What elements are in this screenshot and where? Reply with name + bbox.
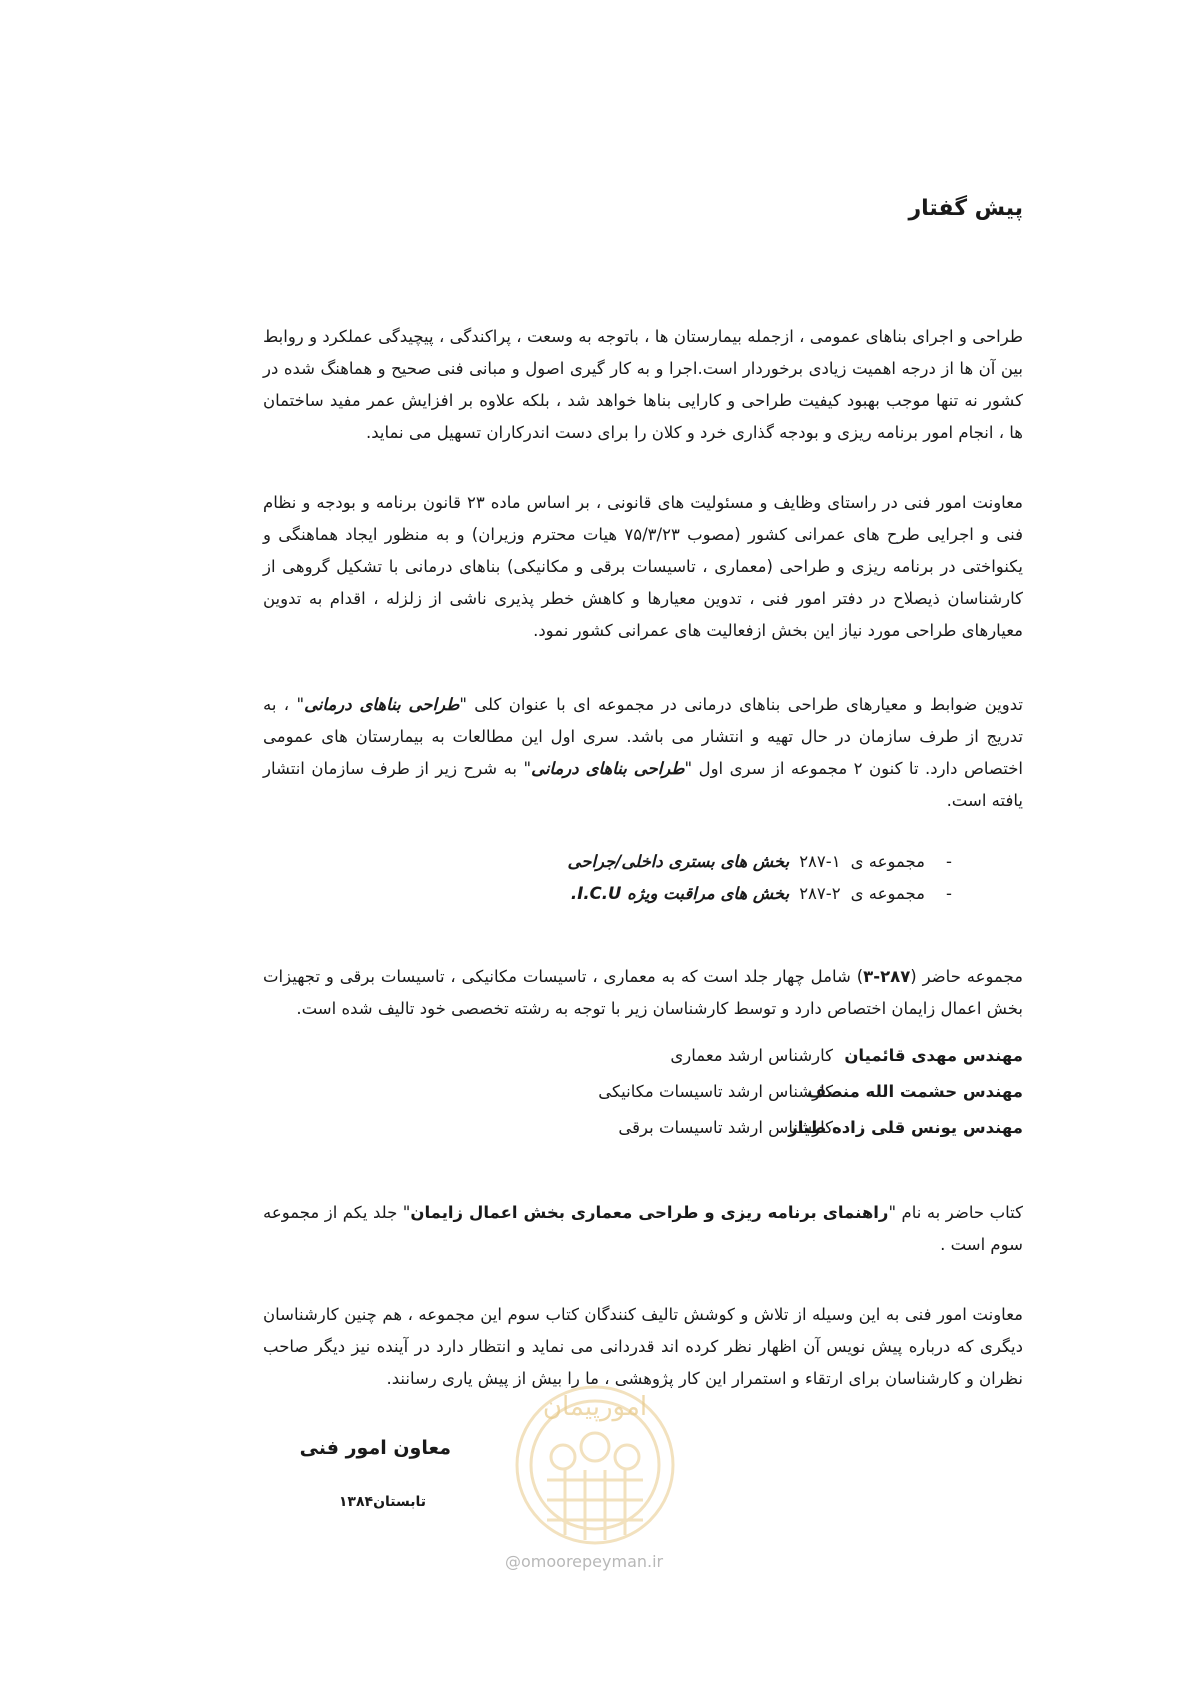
watermark-url: @omoorepeyman.ir <box>505 1552 664 1571</box>
paragraph-series-part-c: " به شرح زیر از طرف سازمان انتشار یافته است. <box>263 758 1023 810</box>
paragraph-collection-part-a: مجموعه حاضر ( <box>910 966 1023 986</box>
author-row <box>463 1074 1023 1110</box>
series-name: بخش های مراقبت ویژه I.C.U. <box>570 884 790 903</box>
paragraph-series-part-a: تدوین ضوابط و معیارهای طراحی بناهای درمانی در مجموعه ای با عنوان کلی " <box>459 694 1024 714</box>
paragraph-current-collection <box>263 961 1023 1025</box>
author-row <box>463 1038 1023 1074</box>
watermark-seal-icon <box>485 1375 705 1575</box>
list-item <box>463 878 963 910</box>
paragraph-collection-part-b: ) شامل چهار جلد است که به معماری ، تاسیسات مکانیکی ، تاسیسات برقی و تجهیزات بخش اعمال زایمان اختصاص دارد و توسط کارشناسان زیر با توجه به رشته تخصصی خود تالیف شده است. <box>263 966 1023 1018</box>
paragraph-series-part-b: " ، به تدریج از طرف سازمان در حال تهیه و انتشار می باشد. سری اول این مطالعات به بیمارستان های عمومی اختصاص دارد. تا کنون ۲ مجموعه از سری اول " <box>263 694 1023 778</box>
author-name: مهندس حشمت الله منصف <box>806 1082 1023 1101</box>
published-series-list <box>463 846 963 910</box>
seal-text: امورپیمان <box>542 1392 648 1422</box>
author-role: کارشناس ارشد تاسیسات مکانیکی <box>598 1082 833 1101</box>
paragraph-series <box>263 689 1023 817</box>
signature-title: معاون امور فنی <box>299 1437 451 1459</box>
list-dash: - <box>946 852 952 871</box>
author-name: مهندس مهدی قائمیان <box>844 1046 1023 1065</box>
author-row <box>463 1110 1023 1146</box>
series-prefix: مجموعه ی <box>850 884 925 903</box>
paragraph-book-part-b: " جلد یکم از مجموعه سوم است . <box>263 1202 1023 1254</box>
series-prefix: مجموعه ی <box>850 852 925 871</box>
page-title: پیش گفتار <box>908 196 1023 221</box>
author-role: کارشناس ارشد معماری <box>670 1046 833 1065</box>
paragraph-acknowledgement: معاونت امور فنی به این وسیله از تلاش و کوشش تالیف کنندگان کتاب سوم این مجموعه ، هم چنین کارشناسان دیگری که درباره پیش نویس آن اظهار نظر کرده اند قدردانی می نماید و انتظار دارد در آینده نیز دیگر صاحب نظران و کارشناسان برای ارتقاء و استمرار این کار پژوهشی ، ما را بیش از پیش یاری رسانند. <box>263 1304 1023 1388</box>
signature-date: تابستان۱۳۸۴ <box>338 1494 426 1510</box>
authors-list <box>463 1038 1023 1146</box>
series-code: ۲۸۷-۱ <box>799 852 841 871</box>
author-role: کارشناس ارشد تاسیسات برقی <box>618 1118 833 1137</box>
author-name: مهندس یونس قلی زاده طیار <box>788 1118 1023 1137</box>
paragraph-book-part-a: کتاب حاضر به نام " <box>888 1202 1023 1222</box>
series-title-emphasis: طراحی بناهای درمانی <box>304 694 460 714</box>
paragraph-intro: طراحی و اجرای بناهای عمومی ، ازجمله بیمارستان ها ، باتوجه به وسعت ، پراکندگی ، پیچیدگی عملکرد و روابط بین آن ها از درجه اهمیت زیادی برخوردار است.اجرا و به کار گیری اصول و مبانی فنی صحیح و هماهنگ شده در کشور نه تنها موجب بهبود کیفیت طراحی و کارایی بناها خواهد شد ، بلکه علاوه بر افزایش عمر مفید ساختمان ها ، انجام امور برنامه ریزی و بودجه گذاری خرد و کلان را برای دست اندرکاران تسهیل می نماید. <box>263 326 1023 442</box>
book-title: راهنمای برنامه ریزی و طراحی معماری بخش اعمال زایمان <box>410 1202 889 1222</box>
paragraph-mandate: معاونت امور فنی در راستای وظایف و مسئولیت های قانونی ، بر اساس ماده ۲۳ قانون برنامه و بودجه و نظام فنی و اجرایی طرح های عمرانی کشور (مصوب ۷۵/۳/۲۳ هیات محترم وزیران) و به منظور ایجاد هماهنگی و یکنواختی در برنامه ریزی و طراحی (معماری ، تاسیسات برقی و مکانیکی) بناهای درمانی با تشکیل گروهی از کارشناسان ذیصلاح در دفتر امور فنی ، تدوین معیارها و کاهش خطر پذیری ناشی از زلزله ، اقدام به تدوین معیارهای طراحی مورد نیاز این بخش ازفعالیت های عمرانی کشور نمود. <box>263 492 1023 640</box>
series-name: بخش های بستری داخلی/جراحی <box>567 852 790 871</box>
collection-code: ۲۸۷-۳ <box>863 966 911 986</box>
list-dash: - <box>946 884 952 903</box>
paragraph-book-title <box>263 1197 1023 1261</box>
series-code: ۲۸۷-۲ <box>799 884 841 903</box>
series-title-emphasis-2: طراحی بناهای درمانی <box>531 758 685 778</box>
list-item <box>463 846 963 878</box>
